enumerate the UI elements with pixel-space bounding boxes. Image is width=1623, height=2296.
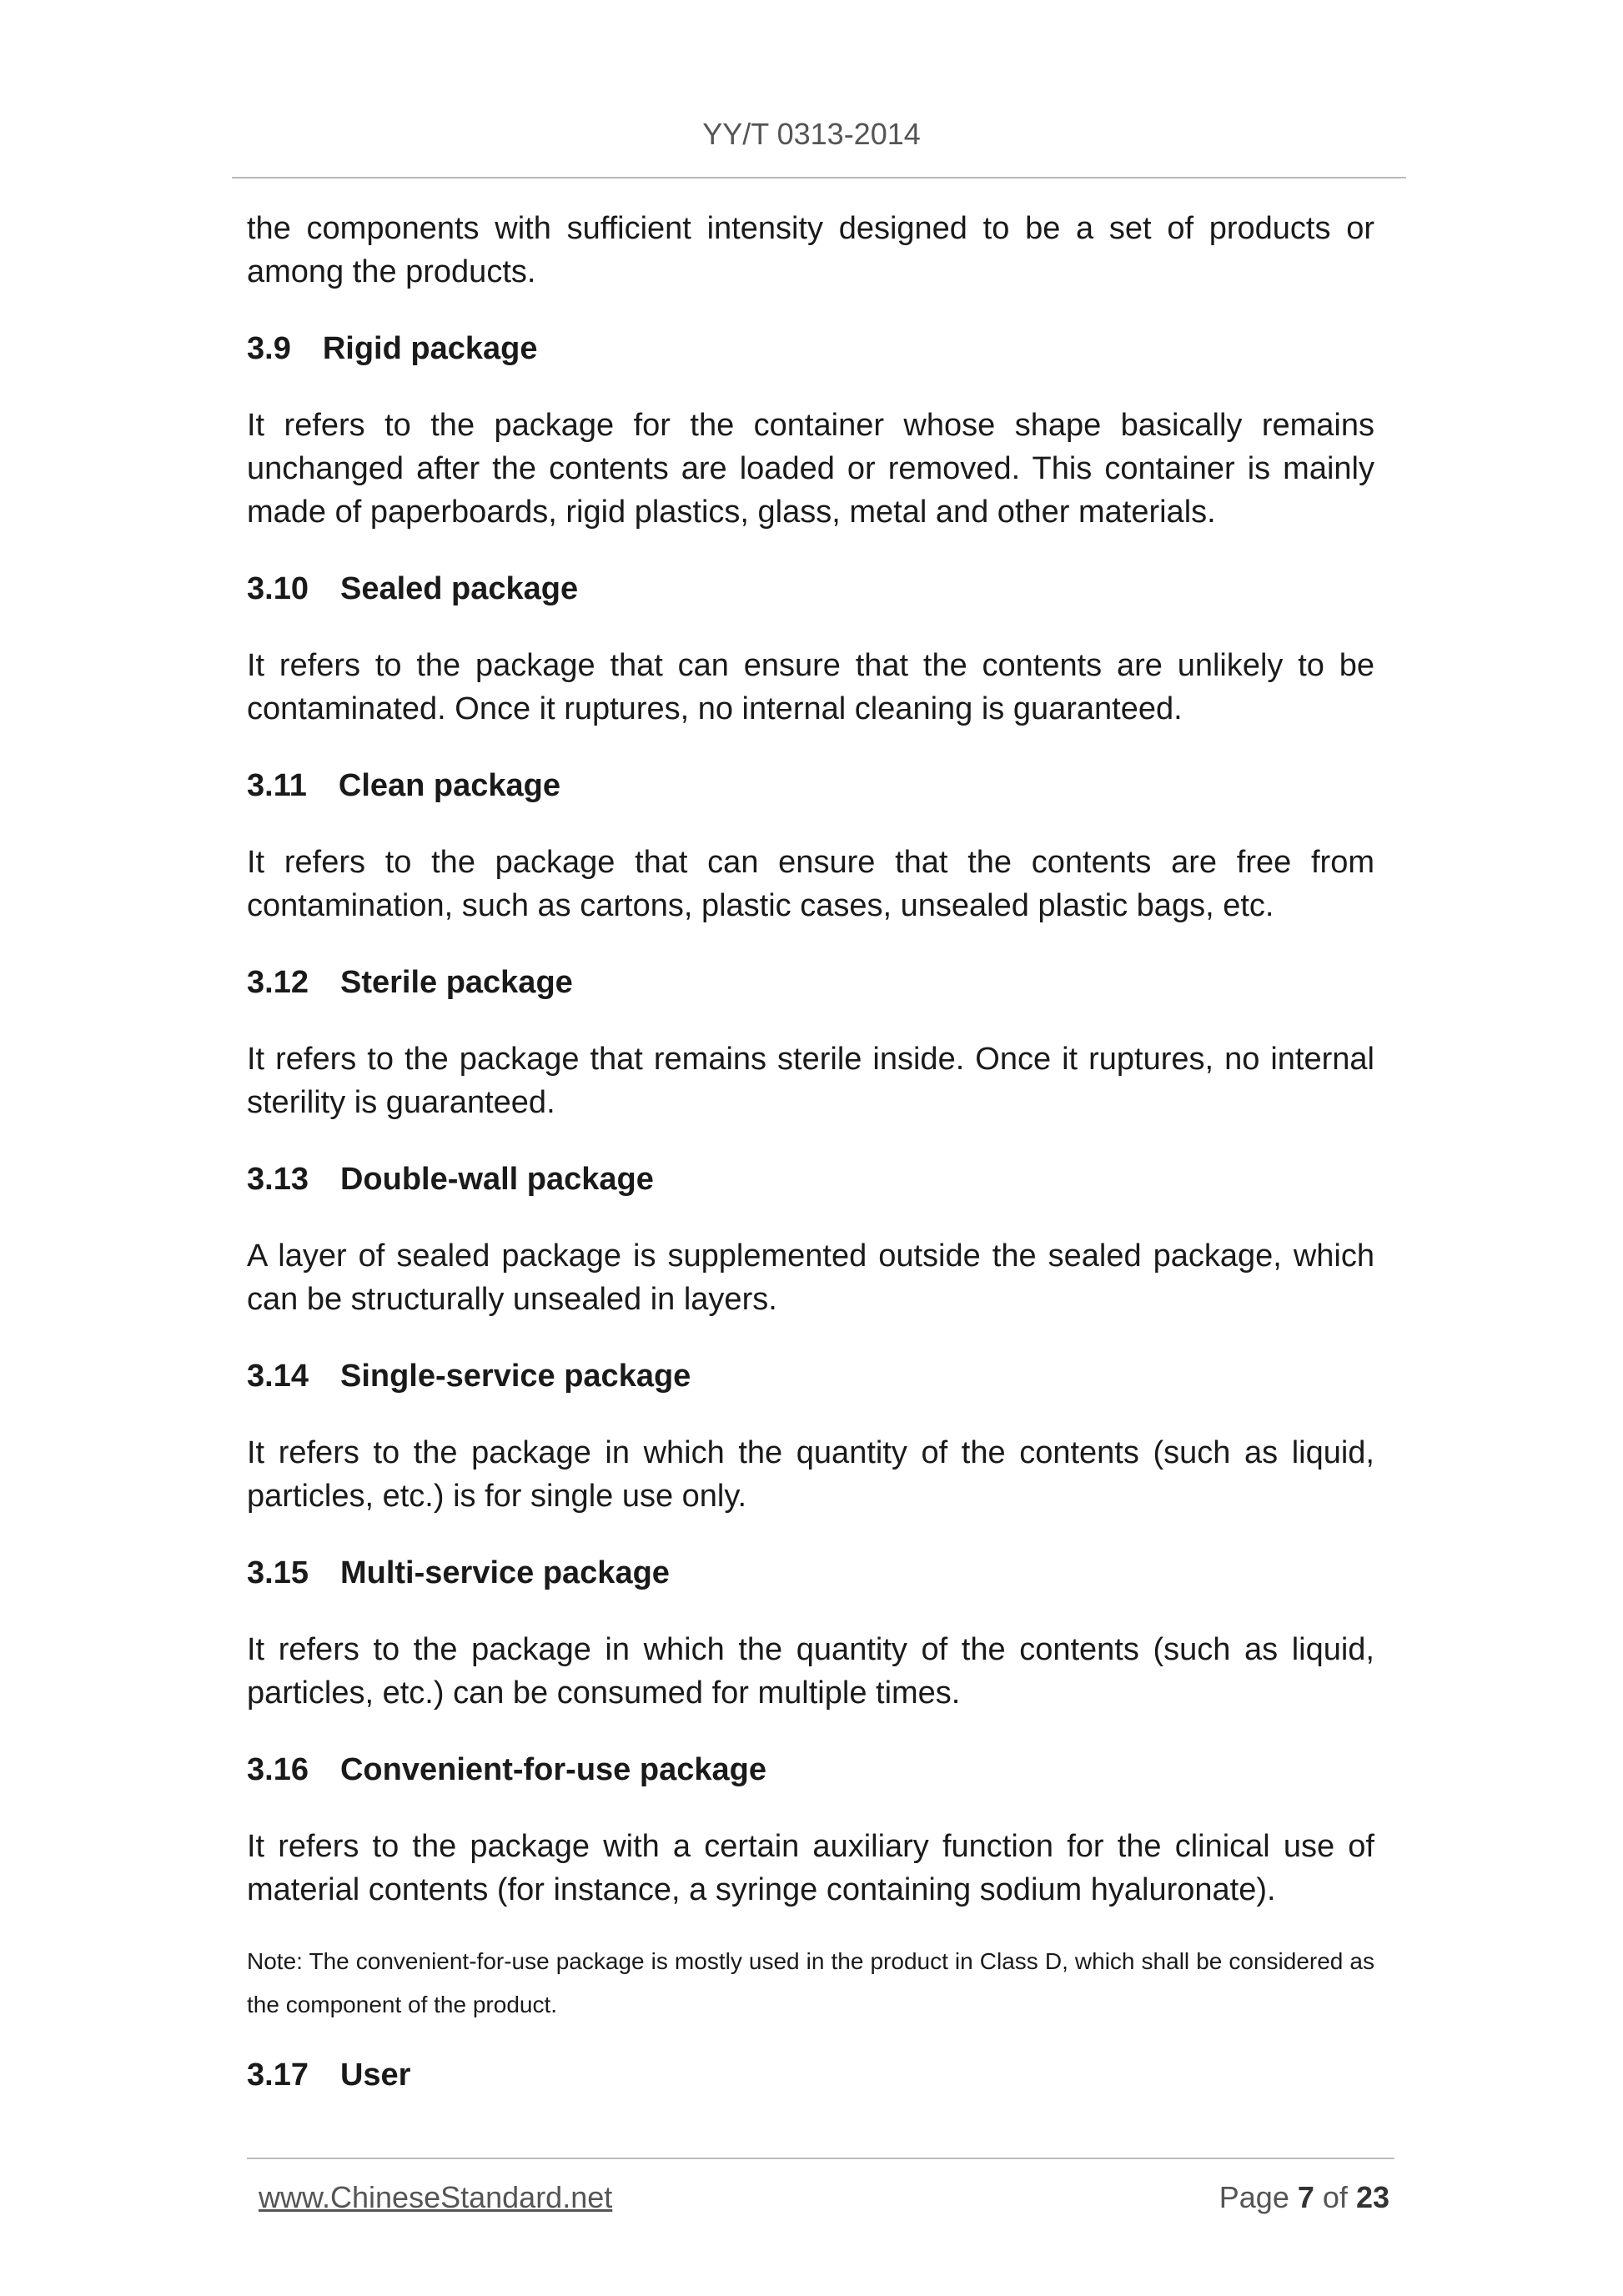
header-divider bbox=[232, 177, 1406, 178]
page-of: of bbox=[1322, 2180, 1348, 2214]
section-body-3-11: It refers to the package that can ensure that the contents are free from contamination, such as cartons, plastic cases, unsealed plastic bags, etc. bbox=[247, 845, 1374, 923]
section-body-3-12: It refers to the package that remains sterile inside. Once it ruptures, no internal sterility is guaranteed. bbox=[247, 1042, 1374, 1120]
section-body-3-15: It refers to the package in which the quantity of the contents (such as liquid, particles, etc.) can be consumed for multiple times. bbox=[247, 1632, 1374, 1711]
section-heading-3-11 bbox=[247, 764, 1374, 807]
section-body-3-10: It refers to the package that can ensure that the contents are unlikely to be contaminated. Once it ruptures, no internal cleaning is guaranteed. bbox=[247, 648, 1374, 726]
section-heading-3-16 bbox=[247, 1748, 1374, 1791]
document-body bbox=[247, 207, 1374, 2130]
section-number: 3.16 bbox=[247, 1752, 309, 1787]
section-title: Convenient-for-use package bbox=[339, 1752, 766, 1787]
page-header bbox=[0, 117, 1623, 152]
section-body-3-14: It refers to the package in which the quantity of the contents (such as liquid, particles, etc.) is for single use only. bbox=[247, 1435, 1374, 1514]
section-title: Rigid package bbox=[322, 331, 538, 366]
section-heading-3-14 bbox=[247, 1354, 1374, 1398]
section-heading-3-17 bbox=[247, 2053, 1374, 2097]
section-body-3-13: A layer of sealed package is supplemented outside the sealed package, which can be structurally unsealed in layers. bbox=[247, 1238, 1374, 1317]
section-title: Multi-service package bbox=[339, 1555, 670, 1590]
section-number: 3.9 bbox=[247, 331, 291, 366]
section-title: Sterile package bbox=[339, 965, 573, 1000]
page-indicator bbox=[1219, 2180, 1389, 2215]
section-heading-3-15 bbox=[247, 1551, 1374, 1595]
section-heading-3-12 bbox=[247, 961, 1374, 1004]
section-title: Clean package bbox=[338, 768, 561, 803]
section-note-3-16: Note: The convenient-for-use package is mostly used in the product in Class D, which shall be considered as the component of the product. bbox=[247, 1948, 1374, 2017]
page-current: 7 bbox=[1297, 2180, 1314, 2214]
page-prefix: Page bbox=[1219, 2180, 1289, 2214]
section-title: User bbox=[339, 2057, 411, 2093]
section-number: 3.12 bbox=[247, 965, 309, 1000]
section-body-3-16: It refers to the package with a certain auxiliary function for the clinical use of material contents (for instance, a syringe containing sodium hyaluronate). bbox=[247, 1829, 1374, 1907]
section-number: 3.14 bbox=[247, 1359, 309, 1394]
section-number: 3.11 bbox=[247, 768, 307, 803]
section-title: Double-wall package bbox=[339, 1162, 654, 1197]
website-link[interactable]: www.ChineseStandard.net bbox=[259, 2180, 613, 2214]
section-number: 3.10 bbox=[247, 571, 309, 606]
section-title: Sealed package bbox=[339, 571, 579, 606]
section-number: 3.17 bbox=[247, 2057, 309, 2093]
section-heading-3-9 bbox=[247, 327, 1374, 370]
section-number: 3.13 bbox=[247, 1162, 309, 1197]
section-number: 3.15 bbox=[247, 1555, 309, 1590]
intro-paragraph: the components with sufficient intensity designed to be a set of products or among the products. bbox=[247, 211, 1374, 289]
section-title: Single-service package bbox=[339, 1359, 691, 1394]
section-heading-3-10 bbox=[247, 567, 1374, 610]
section-body-3-9: It refers to the package for the container whose shape basically remains unchanged after the contents are loaded or removed. This container is mainly made of paperboards, rigid plastics, glass, metal and other materials. bbox=[247, 408, 1374, 530]
page-total: 23 bbox=[1355, 2180, 1389, 2214]
section-heading-3-13 bbox=[247, 1158, 1374, 1201]
document-id: YY/T 0313-2014 bbox=[702, 117, 921, 151]
footer-divider bbox=[247, 2158, 1394, 2159]
